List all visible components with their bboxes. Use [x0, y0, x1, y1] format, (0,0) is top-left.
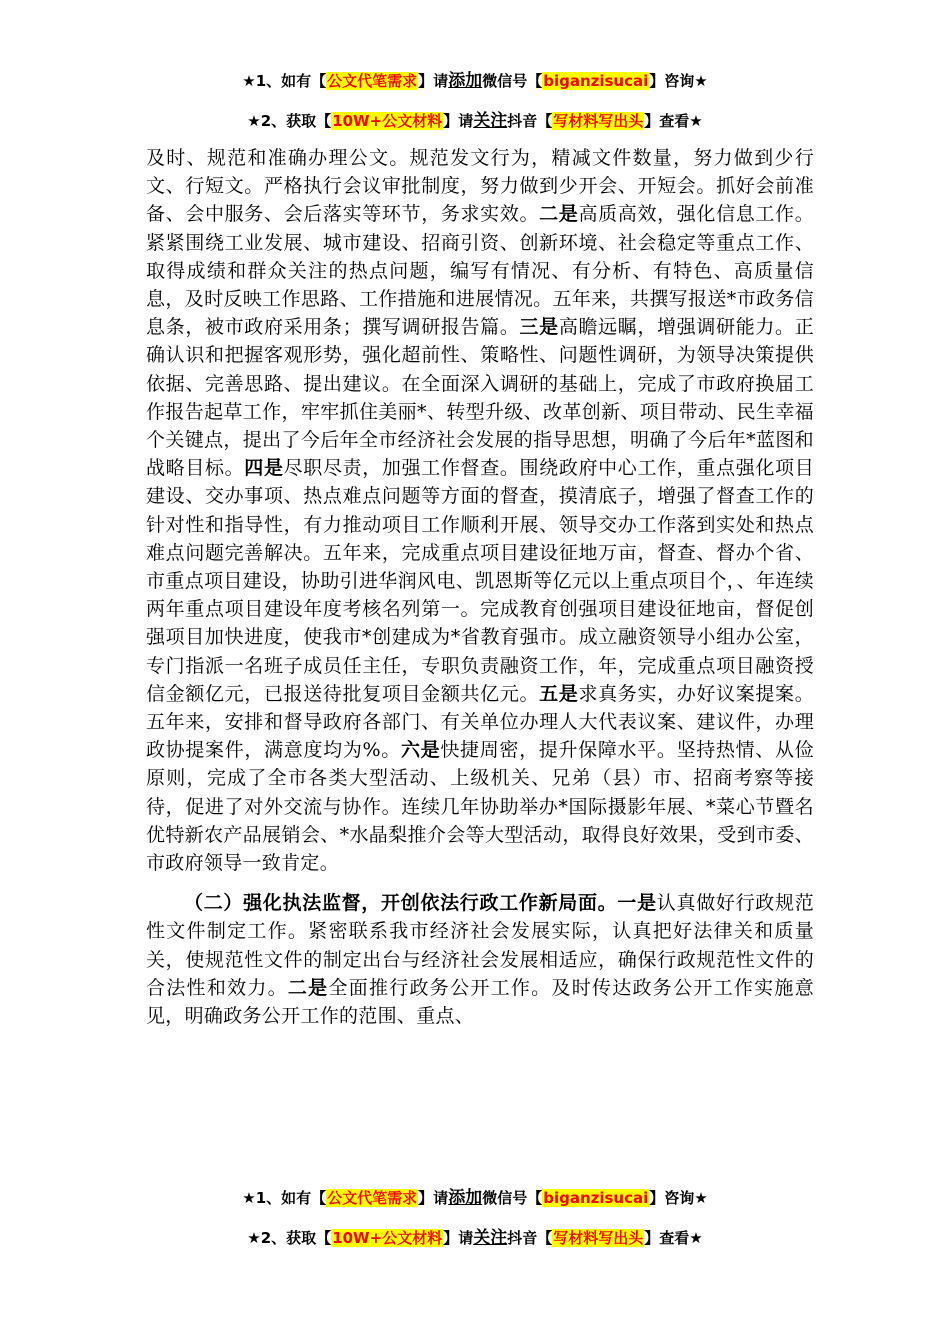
- header-banner-consult: ★1、如有【公文代笔需求】请添加微信号【biganzisucai】咨询★: [242, 71, 708, 91]
- highlight-service: 公文代笔需求: [327, 1189, 418, 1207]
- footer-banner-follow: ★2、获取【10W+公文材料】请关注抖音【写材料写出头】查看★: [247, 1228, 703, 1248]
- section-heading: （二）强化执法监督，开创依法行政工作新局面。: [184, 892, 618, 915]
- douyin-account: 写材料写出头: [553, 1229, 644, 1247]
- highlight-service: 公文代笔需求: [327, 72, 418, 90]
- paragraph-2: （二）强化执法监督，开创依法行政工作新局面。一是认真做好行政规范性文件制定工作。紧密联系我市经济社会发展实际，认真把好法律关和质量关，使规范性文件的制定出台与经济社会发展相适应，确保行政规范性文件的合法性和效力。二是全面推行政务公开工作。及时传达政务公开工作实施意见，明确政务公开工作的范围、重点、: [146, 892, 814, 1028]
- paragraph-1: 及时、规范和准确办理公文。规范发文行为，精减文件数量，努力做到少行文、行短文。严格执行会议审批制度，努力做到少开会、开短会。抓好会前准备、会中服务、会后落实等环节，务求实效。二是高质高效，强化信息工作。紧紧围绕工业发展、城市建设、招商引资、创新环境、社会稳定等重点工作、取得成绩和群众关注的热点问题，编写有情况、有分析、有特色、高质量信息，及时反映工作思路、工作措施和进展情况。五年来，共撰写报送*市政务信息条，被市政府采用条；撰写调研报告篇。三是高瞻远瞩，增强调研能力。正确认识和把握客观形势，强化超前性、策略性、问题性调研，为领导决策提供依据、完善思路、提出建议。在全面深入调研的基础上，完成了市政府换届工作报告起草工作，牢牢抓住美丽*、转型升级、改革创新、项目带动、民生幸福个关键点，提出了今后年全市经济社会发展的指导思想，明确了今后年*蓝图和战略目标。四是尽职尽责，加强工作督查。围绕政府中心工作，重点强化项目建设、交办事项、热点难点问题等方面的督查，摸清底子，增强了督查工作的针对性和指导性，有力推动项目工作顺利开展、领导交办工作落到实处和热点难点问题完善解决。五年来，完成重点项目建设征地万亩，督查、督办个省、市重点项目建设，协助引进华润风电、凯恩斯等亿元以上重点项目个，、年连续两年重点项目建设年度考核名列第一。完成教育创强项目建设征地亩，督促创强项目加快进度，使我市*创建成为*省教育强市。成立融资领导小组办公室，专门指派一名班子成员任主任，专职负责融资工作，年，完成重点项目融资授信金额亿元，已报送待批复项目金额共亿元。五是求真务实，办好议案提案。五年来，安排和督导政府各部门、有关单位办理人大代表议案、建议件，办理政协提案件，满意度均为%。六是快捷周密，提升保障水平。坚持热情、从俭原则，完成了全市各类大型活动、上级机关、兄弟（县）市、招商考察等接待，促进了对外交流与协作。连续几年协助举办*国际摄影年展、*菜心节暨名优特新农产品展销会、*水晶梨推介会等大型活动，取得良好效果，受到市委、市政府领导一致肯定。: [146, 147, 814, 875]
- highlight-materials: 10W+公文材料: [332, 112, 443, 130]
- document-body: [146, 144, 814, 1030]
- emphasis-follow: 关注: [473, 1228, 508, 1248]
- emphasis-add: 添加: [448, 71, 483, 91]
- wechat-id: biganzisucai: [543, 72, 649, 90]
- header-banner-follow: ★2、获取【10W+公文材料】请关注抖音【写材料写出头】查看★: [247, 111, 703, 131]
- emphasis-follow: 关注: [473, 111, 508, 131]
- footer-banner-consult: ★1、如有【公文代笔需求】请添加微信号【biganzisucai】咨询★: [242, 1188, 708, 1208]
- douyin-account: 写材料写出头: [553, 112, 644, 130]
- highlight-materials: 10W+公文材料: [332, 1229, 443, 1247]
- wechat-id: biganzisucai: [543, 1189, 649, 1207]
- emphasis-add: 添加: [448, 1188, 483, 1208]
